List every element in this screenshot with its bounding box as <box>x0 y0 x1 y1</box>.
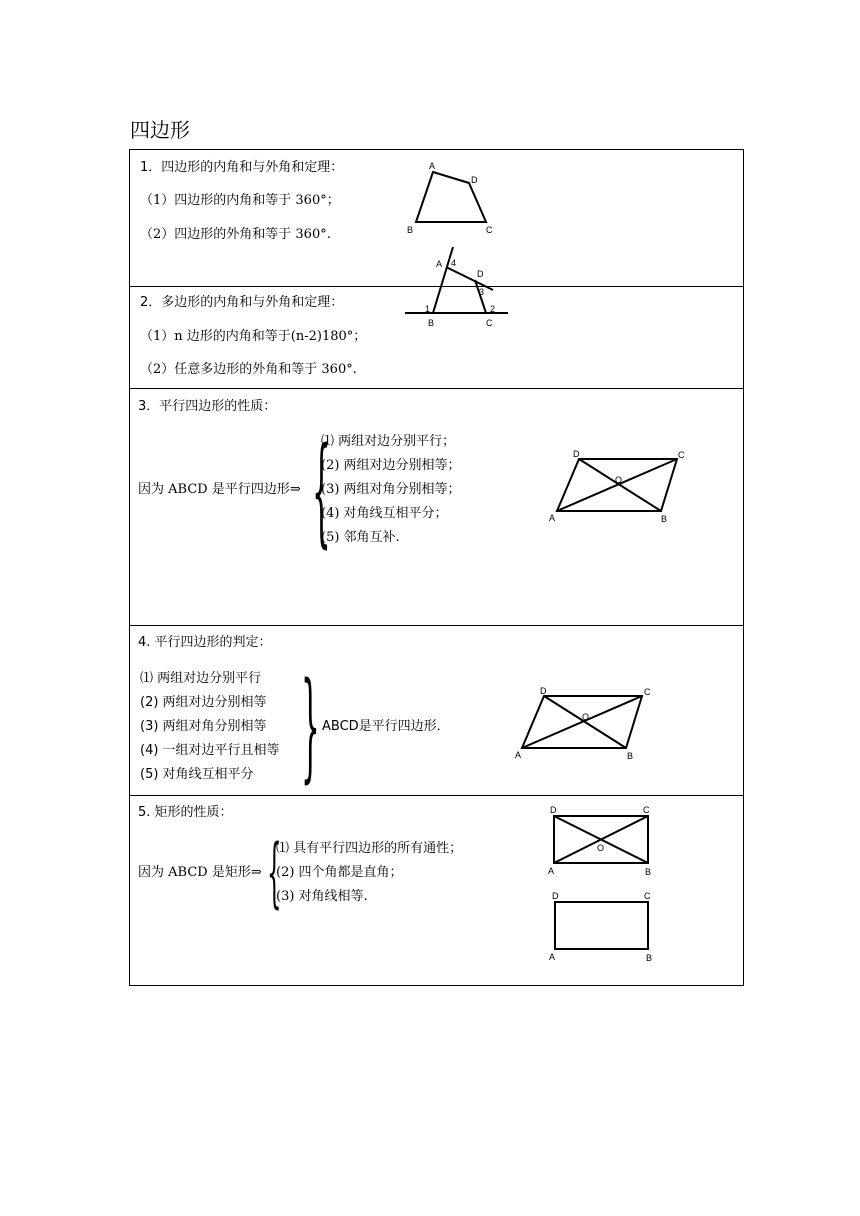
section-3-item-4: (4) 对角线互相平分； <box>321 506 448 521</box>
vertex-label-c: C <box>643 805 650 815</box>
section-3-item-3: (3) 两组对角分别相等； <box>321 482 461 497</box>
section-3-item-5: (5) 邻角互补. <box>321 530 400 545</box>
vertex-label-d: D <box>552 891 559 901</box>
vertex-label-b: B <box>407 225 414 235</box>
left-brace: { <box>312 421 331 559</box>
vertex-label-a: A <box>549 513 556 523</box>
section-4-item-3: (3) 两组对角分别相等 <box>140 719 267 734</box>
vertex-label-b: B <box>645 867 652 877</box>
angle-label-2: 2 <box>490 304 496 314</box>
vertex-label-b: B <box>428 318 435 328</box>
section-1-heading: 1．四边形的内角和与外角和定理： <box>140 160 344 175</box>
vertex-label-b: B <box>646 953 653 963</box>
vertex-label-b: B <box>661 514 668 524</box>
section-4-heading: 4. 平行四边形的判定： <box>138 635 272 650</box>
vertex-label-a: A <box>429 161 436 171</box>
vertex-label-d: D <box>550 805 557 815</box>
section-1-item-2: （2）四边形的外角和等于 360°. <box>140 227 331 242</box>
vertex-label-a: A <box>549 952 556 962</box>
center-label-o: O <box>597 843 605 853</box>
section-2-heading: 2．多边形的内角和与外角和定理： <box>140 295 344 310</box>
left-brace: { <box>267 827 282 916</box>
angle-label-1: 1 <box>425 304 431 314</box>
vertex-label-c: C <box>486 318 493 328</box>
section-4-item-4: (4) 一组对边平行且相等 <box>140 743 280 758</box>
diagonal-bd <box>544 696 626 748</box>
section-5-item-3: (3) 对角线相等. <box>276 889 368 904</box>
vertex-label-a: A <box>515 750 522 760</box>
section-5-item-1: ⑴ 具有平行四边形的所有通性； <box>276 841 463 856</box>
angle-label-3: 3 <box>479 287 485 297</box>
page-title: 四边形 <box>130 118 190 142</box>
section-4-item-2: (2) 两组对边分别相等 <box>140 695 267 710</box>
section-5-item-2: (2) 四个角都是直角； <box>276 865 403 880</box>
section-4-item-5: (5) 对角线互相平分 <box>140 767 254 782</box>
section-5-heading: 5. 矩形的性质： <box>138 805 233 820</box>
vertex-label-d: D <box>573 449 580 459</box>
vertex-label-d: D <box>477 269 484 279</box>
section-3-premise: 因为 ABCD 是平行四边形⇒ <box>138 482 301 497</box>
angle-label-4: 4 <box>451 258 457 268</box>
side-ad <box>446 267 493 290</box>
vertex-label-c: C <box>486 225 493 235</box>
section-2-item-2: （2）任意多边形的外角和等于 360°. <box>140 362 357 377</box>
vertex-label-c: C <box>644 891 651 901</box>
vertex-label-d: D <box>471 175 478 185</box>
section-5-premise: 因为 ABCD 是矩形⇒ <box>138 865 262 880</box>
vertex-label-a: A <box>436 259 443 269</box>
diagonal-bd <box>579 459 661 511</box>
section-3-heading: 3．平行四边形的性质： <box>138 399 277 414</box>
vertex-label-d: D <box>540 686 547 696</box>
right-brace: } <box>301 656 320 794</box>
center-label-o: O <box>615 475 623 485</box>
vertex-label-b: B <box>627 751 634 761</box>
section-4-conclusion: ABCD是平行四边形． <box>322 719 450 734</box>
section-4-item-1: ⑴ 两组对边分别平行 <box>140 671 262 686</box>
section-2-item-1: （1）n 边形的内角和等于(n-2)180°； <box>140 329 367 344</box>
vertex-label-a: A <box>548 866 555 876</box>
center-label-o: O <box>582 712 590 722</box>
section-3-item-2: (2) 两组对边分别相等； <box>321 458 461 473</box>
section-3-item-1: ⑴ 两组对边分别平行； <box>321 434 456 449</box>
vertex-label-c: C <box>678 450 685 460</box>
section-1-item-1: （1）四边形的内角和等于 360°； <box>140 193 340 208</box>
side-ba <box>433 247 453 313</box>
rectangle-figure <box>555 902 648 949</box>
vertex-label-c: C <box>644 687 651 697</box>
